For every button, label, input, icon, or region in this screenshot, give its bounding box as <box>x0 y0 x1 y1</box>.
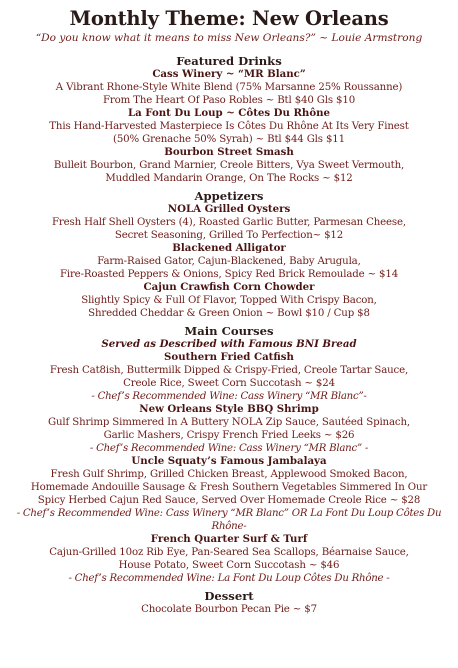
item-description: A Vibrant Rhone-Style White Blend (75% Marsanne 25% Roussanne) <box>55 82 403 93</box>
wine-pairing: - Chef’s Recommended Wine: Cass Winery “MR Blanc”- <box>91 391 367 402</box>
item-name: Blackened Alligator <box>172 242 286 254</box>
menu-item-bourbon-street-smash <box>4 146 454 185</box>
item-description: Gulf Shrimp Simmered In A Buttery NOLA Zip Sauce, Sautéed Spinach, <box>48 417 410 428</box>
item-description: Fresh Half Shell Oysters (4), Roasted Garlic Butter, Parmesan Cheese, <box>52 217 406 228</box>
page-title: Monthly Theme: New Orleans <box>69 7 389 30</box>
theme-quote: “Do you know what it means to miss New Orleans?” ~ Louie Armstrong <box>35 32 423 44</box>
item-description: Fresh Gulf Shrimp, Grilled Chicken Breast, Applewood Smoked Bacon, <box>50 469 408 480</box>
item-description: Shredded Cheddar & Green Onion ~ Bowl $10 / Cup $8 <box>88 308 370 319</box>
item-name: French Quarter Surf & Turf <box>150 533 308 545</box>
item-description: Farm-Raised Gator, Cajun-Blackened, Baby Arugula, <box>97 256 361 267</box>
item-name: La Font Du Loup ~ Côtes Du Rhône <box>127 107 331 119</box>
item-description: Bulleit Bourbon, Grand Marnier, Creole Bitters, Vya Sweet Vermouth, <box>53 160 405 171</box>
section-subheading-mains: Served as Described with Famous BNI Bread <box>101 338 357 350</box>
section-heading-appetizers: Appetizers <box>194 189 264 203</box>
menu-item-pecan-pie <box>4 603 454 616</box>
menu-item-surf-and-turf <box>4 533 454 585</box>
menu-item-southern-fried-catfish <box>4 351 454 403</box>
item-name: Cass Winery ~ “MR Blanc” <box>152 68 306 80</box>
item-description: Chocolate Bourbon Pecan Pie ~ $7 <box>141 604 317 615</box>
menu-item-blackened-alligator <box>4 242 454 281</box>
item-description: This Hand-Harvested Masterpiece Is Côtes Du Rhône At Its Very Finest <box>49 121 409 132</box>
section-heading-drinks: Featured Drinks <box>176 54 282 68</box>
item-name: Bourbon Street Smash <box>164 146 294 158</box>
item-description: Cajun-Grilled 10oz Rib Eye, Pan-Seared Sea Scallops, Béarnaise Sauce, <box>49 547 409 558</box>
wine-pairing: - Chef’s Recommended Wine: Cass Winery “MR Blanc” OR La Font Du Loup Côtes Du <box>16 508 442 519</box>
item-description: Fire-Roasted Peppers & Onions, Spicy Red Brick Remoulade ~ $14 <box>59 269 399 280</box>
item-description: Creole Rice, Sweet Corn Succotash ~ $24 <box>123 378 335 389</box>
wine-pairing: Rhône- <box>211 521 247 532</box>
item-name: NOLA Grilled Oysters <box>167 203 291 215</box>
menu-item-crawfish-chowder <box>4 281 454 320</box>
item-name: Southern Fried Catfish <box>164 351 294 363</box>
menu-item-jambalaya <box>4 455 454 533</box>
item-description: Muddled Mandarin Orange, On The Rocks ~ $12 <box>105 173 353 184</box>
menu-item-bbq-shrimp <box>4 403 454 455</box>
item-name: Cajun Crawfish Corn Chowder <box>143 281 315 293</box>
item-name: New Orleans Style BBQ Shrimp <box>139 403 319 415</box>
item-description: Fresh Cat8ish, Buttermilk Dipped & Crispy-Fried, Creole Tartar Sauce, <box>49 365 409 376</box>
item-name: Uncle Squaty’s Famous Jambalaya <box>131 455 327 467</box>
menu-item-cass-winery <box>4 68 454 107</box>
menu-item-nola-grilled-oysters <box>4 203 454 242</box>
section-heading-dessert: Dessert <box>204 589 254 603</box>
section-heading-mains: Main Courses <box>184 324 274 338</box>
item-description: Spicy Herbed Cajun Red Sauce, Served Over Homemade Creole Rice ~ $28 <box>37 495 421 506</box>
item-description: (50% Grenache 50% Syrah) ~ Btl $44 Gls $11 <box>113 134 345 145</box>
item-description: Garlic Mashers, Crispy French Fried Leeks ~ $26 <box>103 430 355 441</box>
item-description: Slightly Spicy & Full Of Flavor, Topped With Crispy Bacon, <box>81 295 377 306</box>
wine-pairing: - Chef’s Recommended Wine: Cass Winery “MR Blanc” - <box>89 443 369 454</box>
wine-pairing: - Chef’s Recommended Wine: La Font Du Loup Côtes Du Rhône - <box>68 573 390 584</box>
menu-item-la-font-du-loup <box>4 107 454 146</box>
item-description: Homemade Andouille Sausage & Fresh Southern Vegetables Simmered In Our <box>30 482 428 493</box>
item-description: House Potato, Sweet Corn Succotash ~ $46 <box>118 560 340 571</box>
item-description: From The Heart Of Paso Robles ~ Btl $40 Gls $10 <box>102 95 356 106</box>
item-description: Secret Seasoning, Grilled To Perfection~ $12 <box>114 230 344 241</box>
